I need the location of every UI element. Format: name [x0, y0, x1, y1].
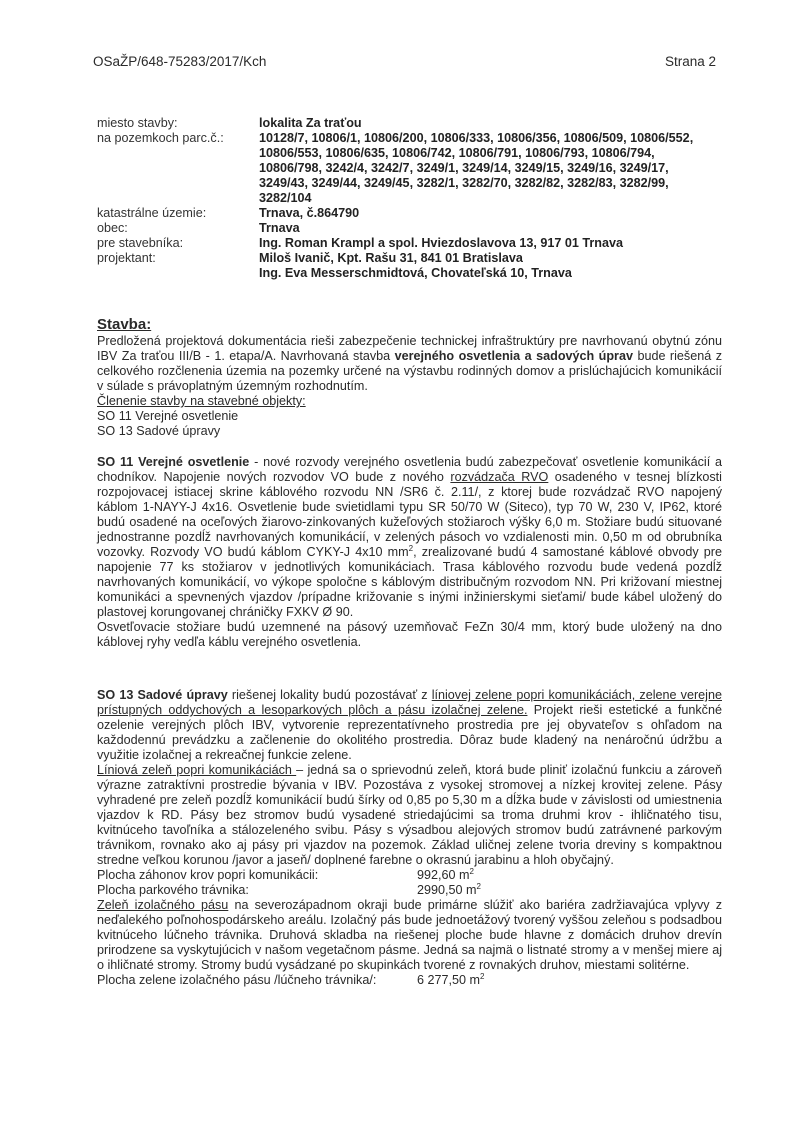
- info-value: [259, 206, 737, 221]
- area-row: Plocha parkového trávnika: 2990,50 $m^2$: [97, 881, 481, 897]
- section-so11: [97, 455, 722, 650]
- paragraph: Zeleň izolačného pásu na severozápadnom okraji bude primárne slúžiť ako bariéra zadržiavajúca vplyvy z neďalekého poľnohospodárskeho areálu. Izolačný pás bude jednoetážový tvorený vyššou zeleňou s podsadbou kvitnúceho lúčneho trávnika. Druhová skladba na riešenej ploche bude hlavne z domácich druhov drevín prirodzene sa vyskytujúcich v našom vegetačnom pásme. Jedná sa najmä o listnaté stromy a v menšej miere aj o ihličnaté stromy. Stromy budú vysádzané po skupinkách tvorené z rovnakých druhov, miestami solitérne.: [97, 898, 722, 972]
- section-title: SO 11 Verejné osvetlenie: [97, 455, 250, 469]
- info-value-line: Trnava, č.864790: [259, 206, 360, 220]
- info-label: projektant:: [97, 251, 156, 265]
- info-value-line: 10806/798, 3242/4, 3242/7, 3249/1, 3249/14, 3249/15, 3249/16, 3249/17,: [259, 161, 669, 175]
- document-reference: OSaŽP/648-75283/2017/Kch: [93, 54, 267, 69]
- info-row-designer: [97, 251, 737, 281]
- page-number: Strana 2: [665, 54, 717, 69]
- paragraph: Líniová zeleň popri komunikáciách – jedná sa o sprievodnú zeleň, ktorá bude pliniť izolačnú funkciu a zároveň výrazne zatraktívni prostredie bývania v IBV. Pozostáva z vysokej stromovej a nízkej krovitej zelene. Pásy vyhradené pre zeleň pozdĺž komunikácií budú šírky od 0,85 po 5,30 m a dĺžka bude v závislosti od umiestnenia vjazdov k RD. Pásy bez stromov budú vysadené striedajúcimi sa troma druhmi krov - ihličnatého tisu, kvitnúceho tavoľníka a stálozeleného svibu. Pásy s výsadbou alejových stromov budú zatrávnené parkovým trávnikom, rovnako ako aj pásy pri vjazdov na pozemok. Základ uličnej zelene tvoria dreviny s kompaktnou stredne veľkou korunou /javor a jaseň/ doplnené farebne o okrasnú jarabinu a hloh obyčajný.: [97, 763, 722, 867]
- info-value: [259, 131, 737, 206]
- info-label: miesto stavby:: [97, 116, 178, 130]
- paragraph: Predložená projektová dokumentácia rieši zabezpečenie technickej infraštruktúry pre navrhovanú obytnú zónu IBV Za traťou III/B - 1. etapa/A. Navrhovaná stavba verejného osvetlenia a sadových úprav bude riešená z celkového rozčlenenia územia na pozemky určené na výstavbu rodinných domov a prislúchajúcich komunikácií v súlade s právoplatným územným rozhodnutím.: [97, 334, 722, 393]
- info-value-line: 10128/7, 10806/1, 10806/200, 10806/333, 10806/356, 10806/509, 10806/552,: [259, 131, 694, 145]
- info-row-builder: [97, 236, 737, 251]
- paragraph: SO 11 Verejné osvetlenie - nové rozvody verejného osvetlenia budú zabezpečovať osvetlenie komunikácií a chodníkov. Napojenie nových rozvodov VO bude z nového rozvádzača RVO osadeného v tesnej blízkosti rozpojovacej istiacej skrine káblového rozvodu NN /SR6 č. 2.11/, z ktorej bude rozvádzač RVO napojený káblom 1-NAYY-J 4x16. Osvetlenie bude svietidlami typu SR 50/70 W (Siteco), typ 70 W, 230 V, IP62, ktoré budú osadené na oceľových žiarovo-zinkovaných kužeľových stožiaroch výšky 6,0 m. Stožiare budú situované jednostranne pozdĺž navrhovaných komunikácií, v zelených pásoch vo vzdialenosti min. 0,50 m od obrubníka vozovky. Rozvody VO budú káblom CYKY-J 4x10 $mm^2$, zrealizované budú 4 samostané káblové obvody pre napojenie 77 ks stožiarov v jednotlivých komunikáciach. Trasa káblového rozvodu bude vedená pozdĺž navrhovaných komunikácií, vo výkope spoločne s káblovým distribučným rozvodom NN. Pri križovaní miestnej komunikáci a spevnených vjazdov /prípadne križovanie s inými inžinierskymi sieťami/ bude kábel uložený do plastovej korungovanej chráničky FXKV Ø 90.: [97, 455, 722, 619]
- info-value: [259, 251, 737, 281]
- info-value: [259, 116, 737, 131]
- paragraph: Osvetľovacie stožiare budú uzemnené na pásový uzemňovač FeZn 30/4 mm, ktorý bude uložený na dno káblovej ryhy vedľa káblu verejného osvetlenia.: [97, 620, 722, 649]
- info-row-cadastral: [97, 206, 737, 221]
- info-value-line: 3249/43, 3249/44, 3249/45, 3282/1, 3282/70, 3282/82, 3282/83, 3282/99,: [259, 176, 669, 190]
- info-row-location: [97, 116, 737, 131]
- paragraph: SO 13 Sadové úpravy riešenej lokality budú pozostávať z líniovej zelene popri komunikáciách, zelene verejne prístupných oddychových a lesoparkových plôch a pásu izolačnej zelene. Projekt rieši estetické a funkčné ozelenie verejných plôch IBV, vytvorenie reprezentatívneho prostredia pre jej obyvateľov s ohľadom na každodennú prevádzku a začlenenie do okolitého prostredia. Dôraz bude kladený na nenáročnú údržbu a využitie izolačnej a rekreačnej funkcie zelene.: [97, 688, 722, 762]
- object-item: SO 11 Verejné osvetlenie: [97, 409, 239, 423]
- info-value-line: 10806/553, 10806/635, 10806/742, 10806/791, 10806/793, 10806/794,: [259, 146, 655, 160]
- area-row: Plocha záhonov krov popri komunikácii: 992,60 $m^2$: [97, 866, 474, 882]
- info-label: obec:: [97, 221, 128, 235]
- info-value-line: Trnava: [259, 221, 300, 235]
- object-item: SO 13 Sadové úpravy: [97, 424, 221, 438]
- info-value-line: lokalita Za traťou: [259, 116, 362, 130]
- section-so13: [97, 688, 722, 988]
- info-row-municipality: [97, 221, 737, 236]
- objects-heading: Členenie stavby na stavebné objekty:: [97, 394, 306, 408]
- info-label: na pozemkoch parc.č.:: [97, 131, 224, 145]
- info-label: pre stavebníka:: [97, 236, 184, 250]
- info-value: [259, 221, 737, 236]
- project-info-block: [97, 116, 737, 281]
- info-value-line: 3282/104: [259, 191, 312, 205]
- section-stavba: [97, 317, 722, 439]
- section-heading: Stavba:: [97, 316, 152, 333]
- info-value-line: Ing. Roman Krampl a spol. Hviezdoslavova 13, 917 01 Trnava: [259, 236, 623, 250]
- info-value-line: Miloš Ivanič, Kpt. Rašu 31, 841 01 Bratislava: [259, 251, 523, 265]
- info-value: [259, 236, 737, 251]
- info-row-parcels: [97, 131, 737, 206]
- info-label: katastrálne územie:: [97, 206, 207, 220]
- section-title: SO 13 Sadové úpravy: [97, 688, 228, 702]
- area-row: Plocha zelene izolačného pásu /lúčneho trávnika/: 6 277,50 $m^2$: [97, 971, 485, 987]
- info-value-line: Ing. Eva Messerschmidtová, Chovateľská 10, Trnava: [259, 266, 572, 280]
